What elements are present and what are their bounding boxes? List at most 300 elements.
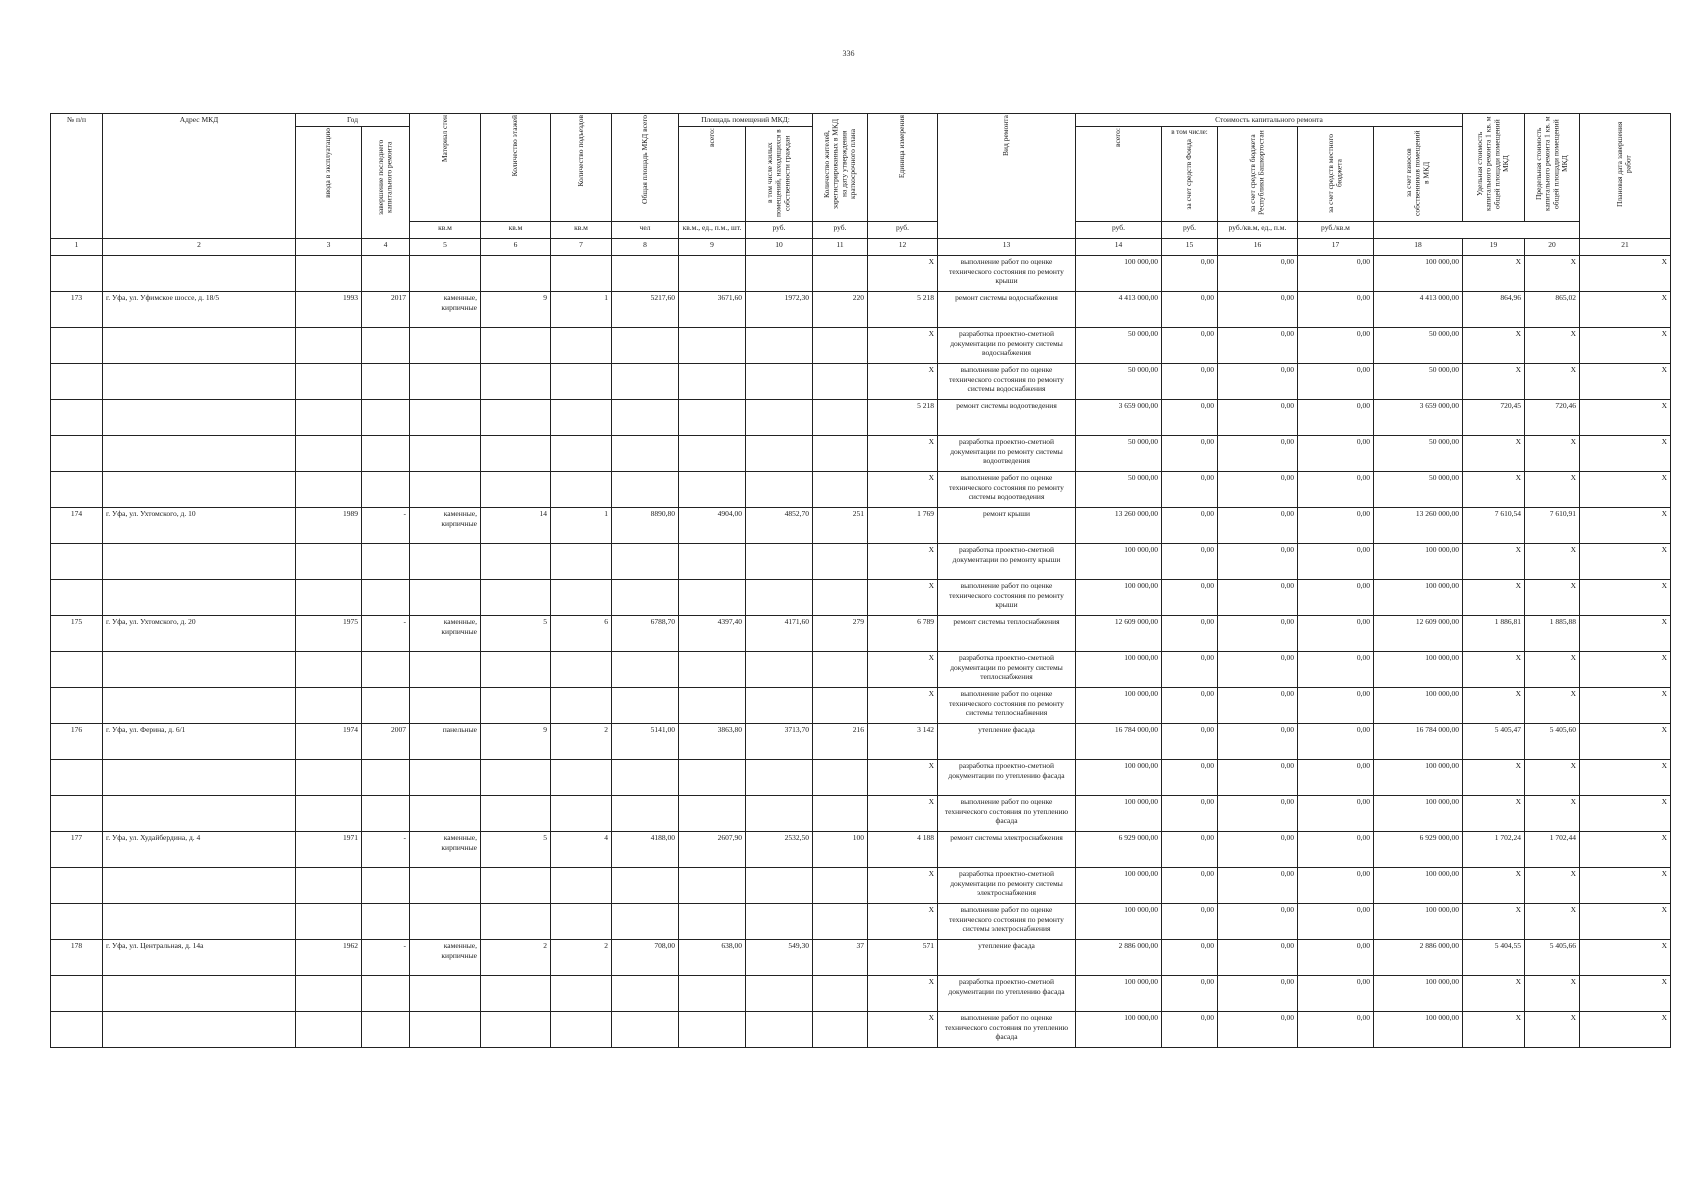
- total-area-cell: 708,00: [612, 940, 679, 976]
- repair-type-cell: ремонт системы водоснабжения: [938, 292, 1076, 328]
- cost-local-cell: 0,00: [1298, 904, 1374, 940]
- cost-total-cell: 100 000,00: [1076, 544, 1162, 580]
- cost-total-cell: 50 000,00: [1076, 364, 1162, 400]
- cost-fund-cell: 0,00: [1162, 976, 1218, 1012]
- planned-date-cell: X: [1580, 868, 1671, 904]
- unit-cost-cell: 5 405,47: [1463, 724, 1525, 760]
- cost-republic-cell: 0,00: [1218, 364, 1298, 400]
- cost-total-cell: 100 000,00: [1076, 796, 1162, 832]
- planned-date-cell: X: [1580, 508, 1671, 544]
- cost-owners-cell: 50 000,00: [1374, 364, 1463, 400]
- wall-material-cell: панельные: [410, 724, 481, 760]
- max-cost-cell: X: [1525, 760, 1580, 796]
- row-number-cell: 177: [51, 832, 103, 868]
- floors-cell: 5: [481, 616, 551, 652]
- cost-local-cell: 0,00: [1298, 328, 1374, 364]
- entrances-cell: [551, 796, 612, 832]
- cost-owners-cell: 100 000,00: [1374, 796, 1463, 832]
- planned-date-cell: X: [1580, 760, 1671, 796]
- floors-cell: [481, 688, 551, 724]
- residents-cell: [813, 472, 868, 508]
- cost-fund-cell: 0,00: [1162, 256, 1218, 292]
- cost-local-cell: 0,00: [1298, 580, 1374, 616]
- repair-type-cell: разработка проектно-сметной документации по ремонту системы электроснабжения: [938, 868, 1076, 904]
- floors-cell: [481, 364, 551, 400]
- residents-cell: 279: [813, 616, 868, 652]
- unit-cost-cell: X: [1463, 796, 1525, 832]
- unit-cost-cell: 720,45: [1463, 400, 1525, 436]
- cost-republic-cell: 0,00: [1218, 796, 1298, 832]
- wall-material-cell: [410, 400, 481, 436]
- residents-cell: [813, 436, 868, 472]
- year-repair-cell: [362, 400, 410, 436]
- address-cell: [103, 904, 296, 940]
- table-row: [51, 292, 1671, 328]
- year-repair-cell: [362, 328, 410, 364]
- entrances-cell: [551, 760, 612, 796]
- area-residential-cell: [746, 328, 813, 364]
- repair-type-cell: разработка проектно-сметной документации по ремонту системы водоснабжения: [938, 328, 1076, 364]
- unit-col12: кв.м., ед., п.м., шт.: [679, 222, 746, 239]
- cost-owners-cell: 6 929 000,00: [1374, 832, 1463, 868]
- year-commission-cell: 1974: [296, 724, 362, 760]
- unit-cost-cell: X: [1463, 472, 1525, 508]
- address-cell: [103, 256, 296, 292]
- column-numbers-row: [51, 239, 1671, 256]
- max-cost-cell: 720,46: [1525, 400, 1580, 436]
- area-residential-cell: [746, 364, 813, 400]
- total-area-cell: 5217,60: [612, 292, 679, 328]
- column-number: 9: [679, 239, 746, 256]
- column-number: 15: [1162, 239, 1218, 256]
- year-commission-cell: [296, 868, 362, 904]
- cost-republic-cell: 0,00: [1218, 400, 1298, 436]
- cost-fund-cell: 0,00: [1162, 508, 1218, 544]
- address-cell: [103, 652, 296, 688]
- cost-republic-cell: 0,00: [1218, 292, 1298, 328]
- cost-local-cell: 0,00: [1298, 508, 1374, 544]
- entrances-cell: [551, 688, 612, 724]
- max-cost-cell: 5 405,60: [1525, 724, 1580, 760]
- unit-col15: руб.: [813, 222, 868, 239]
- year-repair-cell: [362, 436, 410, 472]
- table-row: [51, 940, 1671, 976]
- year-repair-cell: [362, 364, 410, 400]
- wall-material-cell: [410, 328, 481, 364]
- unit-value-cell: X: [868, 256, 938, 292]
- header-residents: Количество жителей, зарегистрированных в МКД на дату утверждения краткосрочного плана: [813, 114, 868, 222]
- row-number-cell: 173: [51, 292, 103, 328]
- wall-material-cell: [410, 1012, 481, 1048]
- cost-republic-cell: 0,00: [1218, 436, 1298, 472]
- wall-material-cell: [410, 904, 481, 940]
- total-area-cell: [612, 580, 679, 616]
- header-entrances: Количество подъездов: [551, 114, 612, 222]
- year-repair-cell: -: [362, 940, 410, 976]
- planned-date-cell: X: [1580, 1012, 1671, 1048]
- area-total-cell: [679, 976, 746, 1012]
- year-repair-cell: 2007: [362, 724, 410, 760]
- cost-fund-cell: 0,00: [1162, 364, 1218, 400]
- address-cell: [103, 1012, 296, 1048]
- planned-date-cell: X: [1580, 904, 1671, 940]
- total-area-cell: [612, 256, 679, 292]
- table-subrow: [51, 472, 1671, 508]
- planned-date-cell: X: [1580, 652, 1671, 688]
- year-commission-cell: 1971: [296, 832, 362, 868]
- header-area-residential: в том числе жилых помещений, находящихся в собственности граждан: [746, 127, 813, 222]
- row-number-cell: [51, 868, 103, 904]
- repair-type-cell: утепление фасада: [938, 940, 1076, 976]
- cost-republic-cell: 0,00: [1218, 328, 1298, 364]
- cost-republic-cell: 0,00: [1218, 904, 1298, 940]
- area-total-cell: 4397,40: [679, 616, 746, 652]
- unit-cost-cell: X: [1463, 544, 1525, 580]
- repair-type-cell: разработка проектно-сметной документации по утеплению фасада: [938, 760, 1076, 796]
- header-unit-cost: Удельная стоимость капитального ремонта 1 кв. м общей площади помещений МКД: [1463, 114, 1525, 222]
- year-repair-cell: [362, 472, 410, 508]
- residents-cell: 37: [813, 940, 868, 976]
- cost-owners-cell: 12 609 000,00: [1374, 616, 1463, 652]
- cost-owners-cell: 100 000,00: [1374, 760, 1463, 796]
- column-number: 11: [813, 239, 868, 256]
- total-area-cell: [612, 544, 679, 580]
- cost-owners-cell: 100 000,00: [1374, 1012, 1463, 1048]
- residents-cell: 100: [813, 832, 868, 868]
- unit-cost-cell: X: [1463, 904, 1525, 940]
- header-floors: Количество этажей: [481, 114, 551, 222]
- table-subrow: [51, 796, 1671, 832]
- area-total-cell: 4904,00: [679, 508, 746, 544]
- cost-total-cell: 4 413 000,00: [1076, 292, 1162, 328]
- repair-type-cell: выполнение работ по оценке технического состояния по ремонту системы теплоснабжения: [938, 688, 1076, 724]
- address-cell: г. Уфа, ул. Уфимское шоссе, д. 18/5: [103, 292, 296, 328]
- total-area-cell: 4188,00: [612, 832, 679, 868]
- header-planned-date: Плановая дата завершения работ: [1580, 114, 1671, 239]
- row-number-cell: [51, 904, 103, 940]
- header-cost-group: Стоимость капитального ремонта: [1076, 114, 1463, 127]
- cost-local-cell: 0,00: [1298, 616, 1374, 652]
- cost-owners-cell: 50 000,00: [1374, 328, 1463, 364]
- repair-type-cell: разработка проектно-сметной документации по утеплению фасада: [938, 976, 1076, 1012]
- cost-fund-cell: 0,00: [1162, 472, 1218, 508]
- repair-type-cell: разработка проектно-сметной документации по ремонту системы теплоснабжения: [938, 652, 1076, 688]
- unit-col16: руб.: [868, 222, 938, 239]
- address-cell: [103, 472, 296, 508]
- table-row: [51, 508, 1671, 544]
- area-residential-cell: [746, 904, 813, 940]
- row-number-cell: [51, 976, 103, 1012]
- cost-fund-cell: 0,00: [1162, 832, 1218, 868]
- year-repair-cell: [362, 652, 410, 688]
- entrances-cell: 1: [551, 508, 612, 544]
- cost-republic-cell: 0,00: [1218, 832, 1298, 868]
- header-area-total: всего:: [679, 127, 746, 222]
- area-total-cell: 2607,90: [679, 832, 746, 868]
- entrances-cell: 2: [551, 724, 612, 760]
- wall-material-cell: [410, 580, 481, 616]
- max-cost-cell: 1 885,88: [1525, 616, 1580, 652]
- entrances-cell: [551, 328, 612, 364]
- unit-col20: руб./кв.м: [1298, 222, 1374, 239]
- planned-date-cell: X: [1580, 580, 1671, 616]
- cost-republic-cell: 0,00: [1218, 508, 1298, 544]
- cost-republic-cell: 0,00: [1218, 760, 1298, 796]
- unit-value-cell: 3 142: [868, 724, 938, 760]
- planned-date-cell: X: [1580, 400, 1671, 436]
- area-total-cell: 3863,80: [679, 724, 746, 760]
- cost-republic-cell: 0,00: [1218, 652, 1298, 688]
- cost-local-cell: 0,00: [1298, 472, 1374, 508]
- table-subrow: [51, 364, 1671, 400]
- year-commission-cell: [296, 688, 362, 724]
- floors-cell: [481, 868, 551, 904]
- total-area-cell: [612, 796, 679, 832]
- column-number: 14: [1076, 239, 1162, 256]
- cost-owners-cell: 3 659 000,00: [1374, 400, 1463, 436]
- repair-type-cell: выполнение работ по оценке технического состояния по ремонту крыши: [938, 580, 1076, 616]
- cost-fund-cell: 0,00: [1162, 580, 1218, 616]
- cost-total-cell: 3 659 000,00: [1076, 400, 1162, 436]
- address-cell: г. Уфа, ул. Ухтомского, д. 20: [103, 616, 296, 652]
- header-area-group: Площадь помещений МКД:: [679, 114, 813, 127]
- year-repair-cell: [362, 904, 410, 940]
- total-area-cell: [612, 436, 679, 472]
- unit-cost-cell: 1 886,81: [1463, 616, 1525, 652]
- area-residential-cell: [746, 436, 813, 472]
- floors-cell: [481, 544, 551, 580]
- cost-total-cell: 100 000,00: [1076, 1012, 1162, 1048]
- cost-total-cell: 100 000,00: [1076, 688, 1162, 724]
- cost-local-cell: 0,00: [1298, 256, 1374, 292]
- floors-cell: 2: [481, 940, 551, 976]
- entrances-cell: 4: [551, 832, 612, 868]
- floors-cell: [481, 760, 551, 796]
- unit-col11: чел: [612, 222, 679, 239]
- repair-type-cell: выполнение работ по оценке технического состояния по утеплению фасада: [938, 1012, 1076, 1048]
- year-commission-cell: [296, 796, 362, 832]
- cost-total-cell: 13 260 000,00: [1076, 508, 1162, 544]
- planned-date-cell: X: [1580, 616, 1671, 652]
- wall-material-cell: каменные, кирпичные: [410, 616, 481, 652]
- page-number: 336: [842, 49, 855, 58]
- residents-cell: [813, 976, 868, 1012]
- floors-cell: 5: [481, 832, 551, 868]
- table-row: [51, 832, 1671, 868]
- year-repair-cell: -: [362, 616, 410, 652]
- table-body: [51, 256, 1671, 1048]
- area-total-cell: [679, 580, 746, 616]
- floors-cell: [481, 256, 551, 292]
- cost-total-cell: 100 000,00: [1076, 904, 1162, 940]
- unit-value-cell: X: [868, 796, 938, 832]
- year-commission-cell: [296, 1012, 362, 1048]
- table-subrow: [51, 328, 1671, 364]
- entrances-cell: [551, 364, 612, 400]
- column-number: 4: [362, 239, 410, 256]
- cost-local-cell: 0,00: [1298, 976, 1374, 1012]
- max-cost-cell: X: [1525, 1012, 1580, 1048]
- cost-total-cell: 2 886 000,00: [1076, 940, 1162, 976]
- address-cell: [103, 760, 296, 796]
- address-cell: [103, 364, 296, 400]
- total-area-cell: [612, 904, 679, 940]
- area-residential-cell: [746, 688, 813, 724]
- header-cost-total: всего:: [1076, 127, 1162, 222]
- unit-cost-cell: 5 404,55: [1463, 940, 1525, 976]
- row-number-cell: [51, 688, 103, 724]
- wall-material-cell: [410, 652, 481, 688]
- table-subrow: [51, 976, 1671, 1012]
- table-header: [51, 114, 1671, 256]
- column-number: 17: [1298, 239, 1374, 256]
- planned-date-cell: X: [1580, 940, 1671, 976]
- cost-republic-cell: 0,00: [1218, 580, 1298, 616]
- floors-cell: [481, 976, 551, 1012]
- wall-material-cell: каменные, кирпичные: [410, 292, 481, 328]
- area-total-cell: [679, 472, 746, 508]
- floors-cell: [481, 1012, 551, 1048]
- area-residential-cell: [746, 544, 813, 580]
- unit-col10: кв.м: [551, 222, 612, 239]
- total-area-cell: [612, 760, 679, 796]
- area-residential-cell: 1972,30: [746, 292, 813, 328]
- header-cost-owners: за счет взносов собственников помещений в МКД: [1374, 127, 1463, 222]
- row-number-cell: [51, 328, 103, 364]
- area-total-cell: [679, 796, 746, 832]
- row-number-cell: [51, 400, 103, 436]
- floors-cell: [481, 796, 551, 832]
- cost-fund-cell: 0,00: [1162, 724, 1218, 760]
- unit-value-cell: X: [868, 328, 938, 364]
- unit-col18: руб.: [1162, 222, 1218, 239]
- residents-cell: [813, 760, 868, 796]
- planned-date-cell: X: [1580, 364, 1671, 400]
- address-cell: [103, 580, 296, 616]
- repair-type-cell: ремонт системы водоотведения: [938, 400, 1076, 436]
- cost-fund-cell: 0,00: [1162, 1012, 1218, 1048]
- unit-value-cell: X: [868, 652, 938, 688]
- planned-date-cell: X: [1580, 256, 1671, 292]
- table-subrow: [51, 652, 1671, 688]
- row-number-cell: 178: [51, 940, 103, 976]
- total-area-cell: [612, 868, 679, 904]
- address-cell: г. Уфа, ул. Худайбердина, д. 4: [103, 832, 296, 868]
- residents-cell: [813, 688, 868, 724]
- address-cell: г. Уфа, ул. Ухтомского, д. 10: [103, 508, 296, 544]
- cost-local-cell: 0,00: [1298, 724, 1374, 760]
- cost-owners-cell: 100 000,00: [1374, 976, 1463, 1012]
- residents-cell: [813, 652, 868, 688]
- year-commission-cell: [296, 976, 362, 1012]
- cost-total-cell: 50 000,00: [1076, 328, 1162, 364]
- cost-republic-cell: 0,00: [1218, 724, 1298, 760]
- wall-material-cell: [410, 976, 481, 1012]
- year-commission-cell: [296, 760, 362, 796]
- planned-date-cell: X: [1580, 328, 1671, 364]
- floors-cell: [481, 472, 551, 508]
- column-number: 12: [868, 239, 938, 256]
- area-total-cell: [679, 904, 746, 940]
- column-number: 21: [1580, 239, 1671, 256]
- planned-date-cell: X: [1580, 724, 1671, 760]
- floors-cell: [481, 652, 551, 688]
- area-residential-cell: [746, 472, 813, 508]
- row-number-cell: 175: [51, 616, 103, 652]
- cost-fund-cell: 0,00: [1162, 904, 1218, 940]
- header-address: Адрес МКД: [103, 114, 296, 239]
- unit-value-cell: X: [868, 868, 938, 904]
- repair-type-cell: утепление фасада: [938, 724, 1076, 760]
- total-area-cell: [612, 1012, 679, 1048]
- planned-date-cell: X: [1580, 796, 1671, 832]
- table-subrow: [51, 436, 1671, 472]
- cost-local-cell: 0,00: [1298, 940, 1374, 976]
- cost-owners-cell: 100 000,00: [1374, 580, 1463, 616]
- unit-value-cell: X: [868, 688, 938, 724]
- cost-republic-cell: 0,00: [1218, 1012, 1298, 1048]
- table-subrow: [51, 904, 1671, 940]
- row-number-cell: [51, 364, 103, 400]
- area-total-cell: [679, 256, 746, 292]
- entrances-cell: 6: [551, 616, 612, 652]
- planned-date-cell: X: [1580, 292, 1671, 328]
- unit-cost-cell: X: [1463, 364, 1525, 400]
- cost-local-cell: 0,00: [1298, 364, 1374, 400]
- wall-material-cell: [410, 868, 481, 904]
- year-repair-cell: 2017: [362, 292, 410, 328]
- unit-value-cell: X: [868, 1012, 938, 1048]
- table-subrow: [51, 760, 1671, 796]
- cost-total-cell: 100 000,00: [1076, 760, 1162, 796]
- year-commission-cell: 1993: [296, 292, 362, 328]
- header-repair-type: Вид ремонта: [938, 114, 1076, 239]
- cost-total-cell: 12 609 000,00: [1076, 616, 1162, 652]
- year-commission-cell: 1962: [296, 940, 362, 976]
- floors-cell: 9: [481, 724, 551, 760]
- column-number: 2: [103, 239, 296, 256]
- year-commission-cell: [296, 256, 362, 292]
- area-residential-cell: [746, 1012, 813, 1048]
- unit-cost-cell: X: [1463, 760, 1525, 796]
- cost-local-cell: 0,00: [1298, 796, 1374, 832]
- wall-material-cell: каменные, кирпичные: [410, 832, 481, 868]
- year-commission-cell: 1989: [296, 508, 362, 544]
- table-subrow: [51, 1012, 1671, 1048]
- residents-cell: [813, 904, 868, 940]
- area-residential-cell: [746, 760, 813, 796]
- total-area-cell: [612, 400, 679, 436]
- column-number: 13: [938, 239, 1076, 256]
- column-number: 3: [296, 239, 362, 256]
- planned-date-cell: X: [1580, 688, 1671, 724]
- entrances-cell: [551, 544, 612, 580]
- year-repair-cell: [362, 760, 410, 796]
- cost-republic-cell: 0,00: [1218, 256, 1298, 292]
- header-year-commission: ввода в эксплуатацию: [296, 127, 362, 239]
- area-total-cell: [679, 436, 746, 472]
- wall-material-cell: [410, 436, 481, 472]
- max-cost-cell: X: [1525, 868, 1580, 904]
- unit-cost-cell: X: [1463, 976, 1525, 1012]
- max-cost-cell: X: [1525, 688, 1580, 724]
- max-cost-cell: 7 610,91: [1525, 508, 1580, 544]
- header-cost-fund: в том числе: за счет средств Фонда: [1162, 127, 1218, 222]
- area-residential-cell: 3713,70: [746, 724, 813, 760]
- unit-value-cell: 5 218: [868, 292, 938, 328]
- table-row: [51, 724, 1671, 760]
- address-cell: г. Уфа, ул. Центральная, д. 14а: [103, 940, 296, 976]
